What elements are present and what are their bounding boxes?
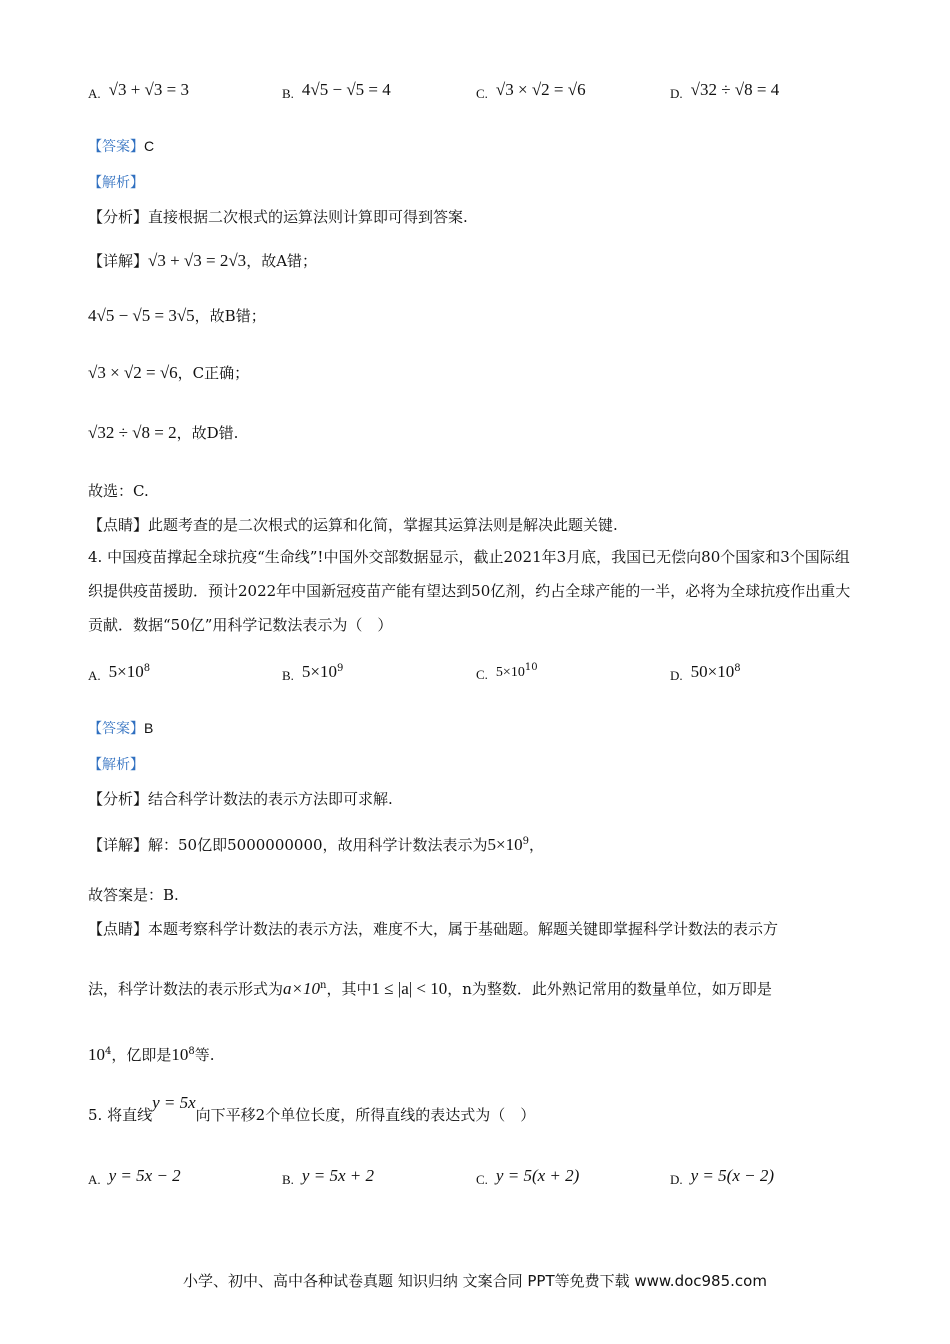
option-label: D.: [670, 1172, 683, 1187]
dianjing-text: 本题考察科学计数法的表示方法，难度不大，属于基础题。解题关键即掌握科学计数法的表示方: [148, 920, 779, 938]
dianjing-text: ，n为整数．此外熟记常用的数量单位，如万即是: [447, 980, 772, 998]
detail-end: ，: [529, 836, 545, 854]
option-label: A.: [88, 86, 101, 101]
dianjing-text: 法，科学计数法的表示形式为: [88, 980, 284, 998]
q5-option-d: [670, 1166, 774, 1188]
dianjing-expr: 10: [88, 1045, 105, 1064]
q4-question: 4. 中国疫苗撑起全球抗疫“生命线”!中国外交部数据显示，截止2021年3月底，我国已无偿向80个国家和3个国际组织提供疫苗援助．预计2022年中国新冠疫苗产能有望达到50亿剂，约占全球产能的一半，必将为全球抗疫作出重大贡献．数据“50亿”用科学记数法表示为（ ）: [88, 548, 851, 634]
dianjing-text: 此题考查的是二次根式的运算和化简，掌握其运算法则是解决此题关键.: [148, 516, 618, 534]
q4-dianjing-line-1: [88, 918, 778, 939]
q3-fenxi-line: [88, 206, 468, 227]
jiexi-tag: 【解析】: [88, 757, 144, 773]
option-expr: √32 ÷ √8 = 4: [690, 80, 780, 99]
detail-expr: √32 ÷ √8 = 2: [88, 423, 177, 442]
option-exp: 10: [524, 662, 538, 673]
dianjing-expr: 10: [171, 1045, 189, 1064]
detail-text: ，故A错；: [246, 252, 318, 270]
q5-option-a: [88, 1166, 181, 1188]
q3-choose-line: [88, 480, 149, 501]
option-expr: 5×10: [108, 662, 144, 681]
q4-detail-line: [88, 834, 544, 855]
q4-fenxi-line: [88, 788, 393, 809]
q4-jiexi-line: [88, 754, 144, 774]
question-expr: y = 5x: [152, 1093, 196, 1112]
q4-dianjing-line-3: [88, 1044, 215, 1065]
option-label: D.: [670, 86, 683, 101]
q3-jiexi-line: [88, 172, 144, 192]
option-expr: y = 5x − 2: [108, 1166, 181, 1185]
option-label: B.: [282, 1172, 294, 1187]
answer-value: C: [144, 138, 155, 154]
q4-option-c: [476, 662, 538, 683]
option-label: B.: [282, 86, 294, 101]
option-label: A.: [88, 1172, 101, 1187]
option-label: D.: [670, 668, 683, 683]
detail-expr: √3 + √3 = 2√3: [148, 251, 247, 270]
option-exp: 8: [734, 663, 741, 674]
dianjing-tag: 【点睛】: [88, 920, 149, 938]
option-expr: y = 5(x − 2): [690, 1166, 774, 1185]
option-expr: 50×10: [690, 662, 735, 681]
option-expr: √3 + √3 = 3: [108, 80, 189, 99]
detail-text: ，故D错.: [176, 424, 239, 442]
option-expr: √3 × √2 = √6: [495, 80, 586, 99]
q3-dianjing-line: [88, 514, 618, 535]
option-label: C.: [476, 1172, 488, 1187]
option-label: C.: [476, 86, 488, 101]
q5-option-b: [282, 1166, 374, 1188]
option-expr: y = 5x + 2: [301, 1166, 374, 1185]
q4-answer-line: [88, 718, 153, 738]
fenxi-tag: 【分析】: [88, 208, 149, 226]
fenxi-tag: 【分析】: [88, 790, 149, 808]
detail-expr: √3 × √2 = √6: [88, 363, 178, 382]
q4-option-d: [670, 662, 741, 684]
detail-text: ，故B错；: [194, 307, 266, 325]
q3-detail-line-2: [88, 305, 266, 326]
answer-tag: 【答案】: [88, 721, 144, 737]
dianjing-text: ，其中: [326, 980, 372, 998]
option-exp: 9: [337, 663, 344, 674]
answer-tag: 【答案】: [88, 139, 144, 155]
q3-detail-line-4: [88, 422, 238, 443]
fenxi-text: 直接根据二次根式的运算法则计算即可得到答案.: [148, 208, 468, 226]
detail-tag: 【详解】: [88, 836, 149, 854]
dianjing-tag: 【点睛】: [88, 516, 149, 534]
option-expr: 5×10: [301, 662, 338, 681]
q4-option-b: [282, 662, 343, 684]
q3-option-d: [670, 80, 779, 102]
question-text: 向下平移2个单位长度，所得直线的表达式为（ ）: [195, 1106, 536, 1124]
option-label: C.: [476, 667, 488, 682]
q3-option-b: [282, 80, 391, 102]
detail-expr: 4√5 − √5 = 3√5: [88, 306, 195, 325]
q3-option-c: [476, 80, 586, 102]
option-expr: 5×10: [495, 665, 525, 680]
detail-exp: 9: [522, 836, 530, 847]
q4-option-a: [88, 662, 150, 684]
q5-question: [88, 1093, 536, 1125]
option-label: B.: [282, 668, 294, 683]
dianjing-text: 等.: [194, 1046, 215, 1064]
choose-text: 故答案是：B.: [88, 886, 179, 904]
detail-text: ，C正确；: [177, 364, 250, 382]
option-label: A.: [88, 668, 101, 683]
dianjing-exp: n: [320, 980, 327, 991]
q3-answer-line: [88, 136, 154, 156]
q3-detail-line-1: [88, 250, 317, 271]
dianjing-exp: 8: [188, 1046, 195, 1057]
detail-expr: 5×10: [487, 835, 523, 854]
fenxi-text: 结合科学计数法的表示方法即可求解.: [148, 790, 393, 808]
jiexi-tag: 【解析】: [88, 175, 144, 191]
option-exp: 8: [143, 663, 151, 674]
q3-detail-line-3: [88, 362, 249, 383]
q4-choose-line: [88, 884, 179, 905]
q3-option-a: [88, 80, 189, 102]
dianjing-expr: a×10: [283, 979, 320, 998]
page-footer: 小学、初中、高中各种试卷真题 知识归纳 文案合同 PPT等免费下载 www.doc985.com: [183, 1272, 767, 1290]
option-expr: 4√5 − √5 = 4: [301, 80, 391, 99]
detail-text: 解：50亿即5000000000，故用科学计数法表示为: [148, 836, 488, 854]
dianjing-exp: 4: [105, 1046, 112, 1057]
option-expr: y = 5(x + 2): [495, 1166, 580, 1185]
dianjing-range: 1 ≤ |a| < 10: [371, 979, 448, 998]
dianjing-text: ，亿即是: [111, 1046, 172, 1064]
q4-dianjing-line-2: [88, 978, 772, 999]
answer-value: B: [144, 720, 154, 736]
question-text: 5. 将直线: [88, 1106, 153, 1124]
detail-tag: 【详解】: [88, 252, 149, 270]
choose-text: 故选：C.: [88, 482, 149, 500]
q5-option-c: [476, 1166, 579, 1188]
